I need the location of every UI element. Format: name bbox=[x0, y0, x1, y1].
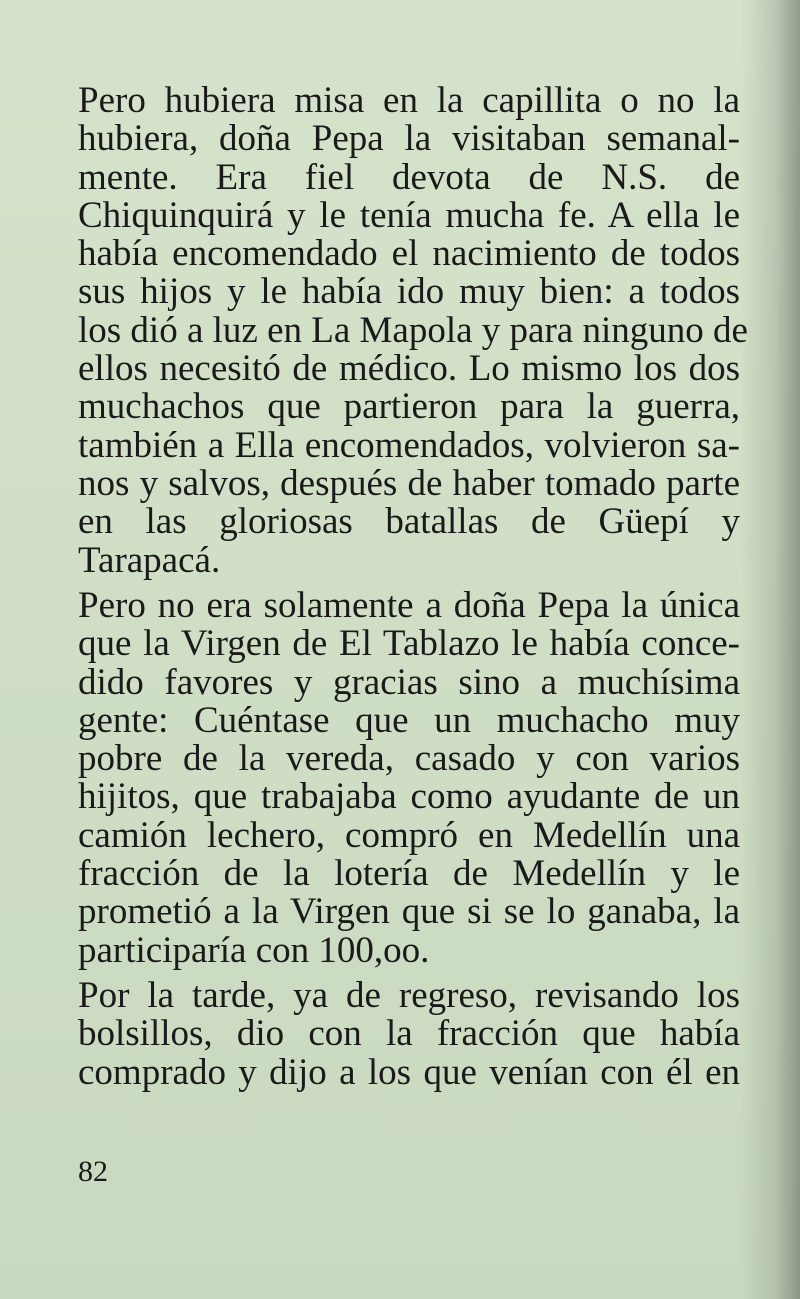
text-line: también a Ella encomendados, volvieron sa- bbox=[78, 424, 740, 466]
paragraph-2 bbox=[78, 587, 740, 970]
text-line: mente. Era fiel devota de N.S. de bbox=[78, 156, 740, 198]
page-number: 82 bbox=[78, 1155, 108, 1188]
text-line: pobre de la vereda, casado y con varios bbox=[78, 738, 740, 780]
text-line: Pero no era solamente a doña Pepa la única bbox=[78, 585, 740, 626]
text-line: Por la tarde, ya de regreso, revisando los bbox=[78, 975, 740, 1016]
text-line: camión lechero, compró en Medellín una bbox=[78, 814, 740, 856]
text-line: Chiquinquirá y le tenía mucha fe. A ella le bbox=[78, 194, 740, 236]
text-line: que la Virgen de El Tablazo le había conce- bbox=[78, 623, 740, 665]
text-line: Pero hubiera misa en la capillita o no la bbox=[78, 80, 740, 121]
text-line: prometió a la Virgen que si se lo ganaba, la bbox=[78, 891, 740, 933]
text-line: bolsillos, dio con la fracción que había bbox=[78, 1013, 740, 1055]
text-line: gente: Cuéntase que un muchacho muy bbox=[78, 699, 740, 741]
text-line: ellos necesitó de médico. Lo mismo los dos bbox=[78, 348, 740, 390]
text-line: hijitos, que trabajaba como ayudante de un bbox=[78, 776, 740, 818]
text-line: dido favores y gracias sino a muchísima bbox=[78, 661, 740, 703]
text-line: los dió a luz en La Mapola y para ninguno de bbox=[78, 309, 748, 351]
text-line: comprado y dijo a los que venían con él en bbox=[78, 1051, 740, 1093]
text-line: fracción de la lotería de Medellín y le bbox=[78, 853, 740, 895]
text-line: había encomendado el nacimiento de todos bbox=[78, 233, 740, 275]
text-line: Tarapacá. bbox=[78, 539, 221, 581]
text-line: en las gloriosas batallas de Güepí y bbox=[78, 501, 740, 543]
text-line: participaría con 100,oo. bbox=[78, 929, 430, 971]
paragraph-3 bbox=[78, 977, 740, 1092]
paragraph-1 bbox=[78, 80, 748, 581]
text-line: hubiera, doña Pepa la visitaban semanal- bbox=[78, 118, 740, 160]
text-line: nos y salvos, después de haber tomado parte bbox=[78, 462, 740, 504]
text-line: muchachos que partieron para la guerra, bbox=[78, 386, 740, 428]
text-line: sus hijos y le había ido muy bien: a todos bbox=[78, 271, 740, 313]
